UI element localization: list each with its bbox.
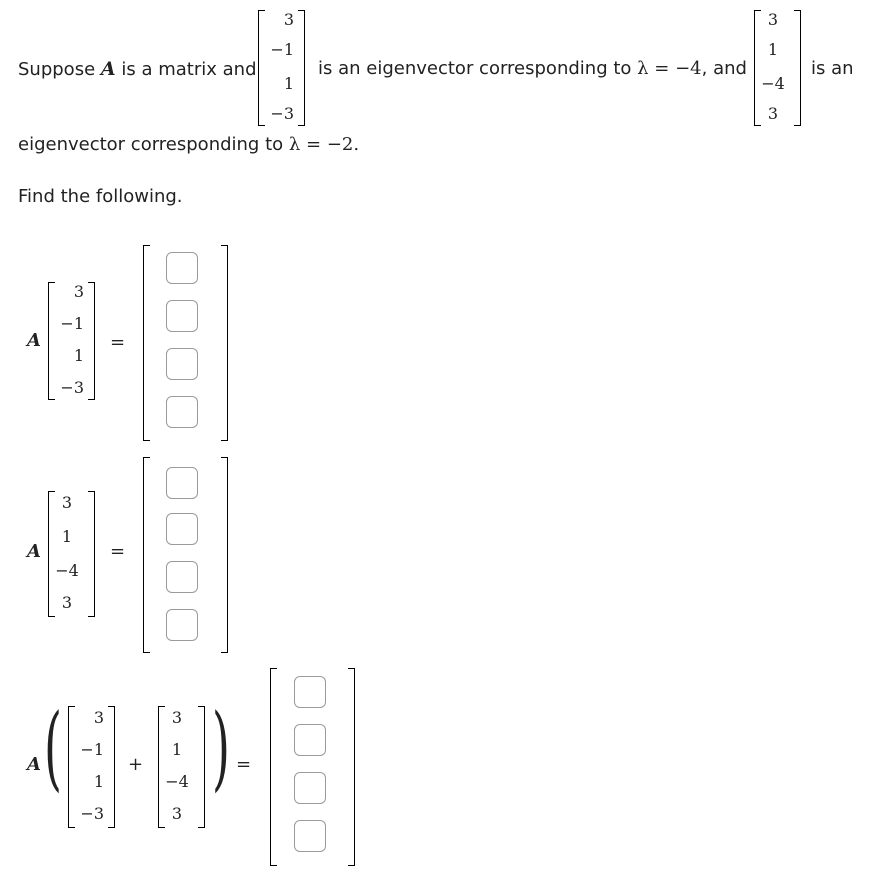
q3-vector-1 (64, 704, 120, 828)
vector-entry: 3 (767, 104, 779, 123)
q3-left-paren: ( (44, 694, 62, 801)
right-bracket (221, 245, 228, 441)
right-bracket (221, 457, 228, 653)
right-bracket (198, 706, 205, 828)
vector-entry: −1 (60, 314, 84, 333)
q3-right-paren: ) (212, 694, 230, 801)
vector-entry: 1 (767, 40, 779, 59)
lambda-2: λ = −2. (288, 134, 360, 155)
vector-entry: −4 (165, 772, 189, 791)
q1-matrix-a: A (27, 330, 41, 351)
q1-answer-4[interactable] (166, 396, 198, 428)
vector-entry: −4 (761, 74, 785, 93)
vector-entry: −4 (55, 561, 79, 580)
vector-entry: 1 (283, 74, 294, 93)
q2-answer-2[interactable] (166, 513, 198, 545)
right-bracket (794, 10, 801, 126)
right-bracket (348, 668, 355, 866)
intro-text-4: eigenvector corresponding to λ = −2. (18, 134, 360, 155)
instruction: Find the following. (18, 186, 183, 207)
q3-answer-2[interactable] (294, 724, 326, 756)
left-bracket (143, 457, 150, 653)
right-bracket (88, 491, 95, 617)
q1-vector (44, 280, 100, 400)
q3-plus: + (128, 754, 144, 775)
q3-vector-2 (154, 704, 210, 828)
left-bracket (143, 245, 150, 441)
q3-answer-4[interactable] (294, 820, 326, 852)
vector-entry: 3 (61, 493, 73, 512)
intro-vector-1 (254, 8, 310, 126)
intro-text-3: is an (811, 58, 854, 79)
vector-entry: 3 (73, 282, 84, 301)
vector-entry: 3 (93, 708, 104, 727)
right-bracket (298, 10, 305, 126)
vector-entry: −1 (80, 740, 104, 759)
right-bracket (108, 706, 115, 828)
q1-answer-1[interactable] (166, 252, 198, 284)
vector-entry: 3 (61, 593, 73, 612)
q1-equals: = (110, 332, 126, 353)
question-1 (0, 270, 260, 450)
q3-matrix-a: A (27, 754, 41, 775)
vector-entry: 1 (73, 346, 84, 365)
q2-answer-1[interactable] (166, 467, 198, 499)
intro-vector-2 (750, 8, 806, 126)
q3-answer-3[interactable] (294, 772, 326, 804)
lambda-1: λ = −4 (637, 58, 702, 79)
q3-equals: = (236, 754, 252, 775)
vector-entry: 3 (767, 10, 779, 29)
q2-answer-4[interactable] (166, 609, 198, 641)
intro-text-1: Suppose A is a matrix and (18, 58, 257, 80)
q2-matrix-a: A (27, 541, 41, 562)
q1-answer-3[interactable] (166, 348, 198, 380)
left-bracket (270, 668, 277, 866)
intro-text-2: is an eigenvector corresponding to λ = −4, and (318, 58, 747, 79)
q2-equals: = (110, 541, 126, 562)
vector-entry: 3 (171, 804, 183, 823)
q2-answer-3[interactable] (166, 561, 198, 593)
right-bracket (88, 282, 95, 400)
matrix-symbol-a: A (100, 58, 116, 80)
vector-entry: 3 (283, 10, 294, 29)
vector-entry: −1 (270, 40, 294, 59)
vector-entry: 1 (171, 740, 183, 759)
vector-entry: −3 (80, 804, 104, 823)
vector-entry: 1 (61, 527, 73, 546)
vector-entry: 1 (93, 772, 104, 791)
question-3 (0, 694, 380, 870)
q2-vector (44, 489, 100, 617)
vector-entry: −3 (270, 104, 294, 123)
question-2 (0, 485, 260, 665)
vector-entry: −3 (60, 378, 84, 397)
vector-entry: 3 (171, 708, 183, 727)
q1-answer-2[interactable] (166, 300, 198, 332)
q3-answer-1[interactable] (294, 676, 326, 708)
